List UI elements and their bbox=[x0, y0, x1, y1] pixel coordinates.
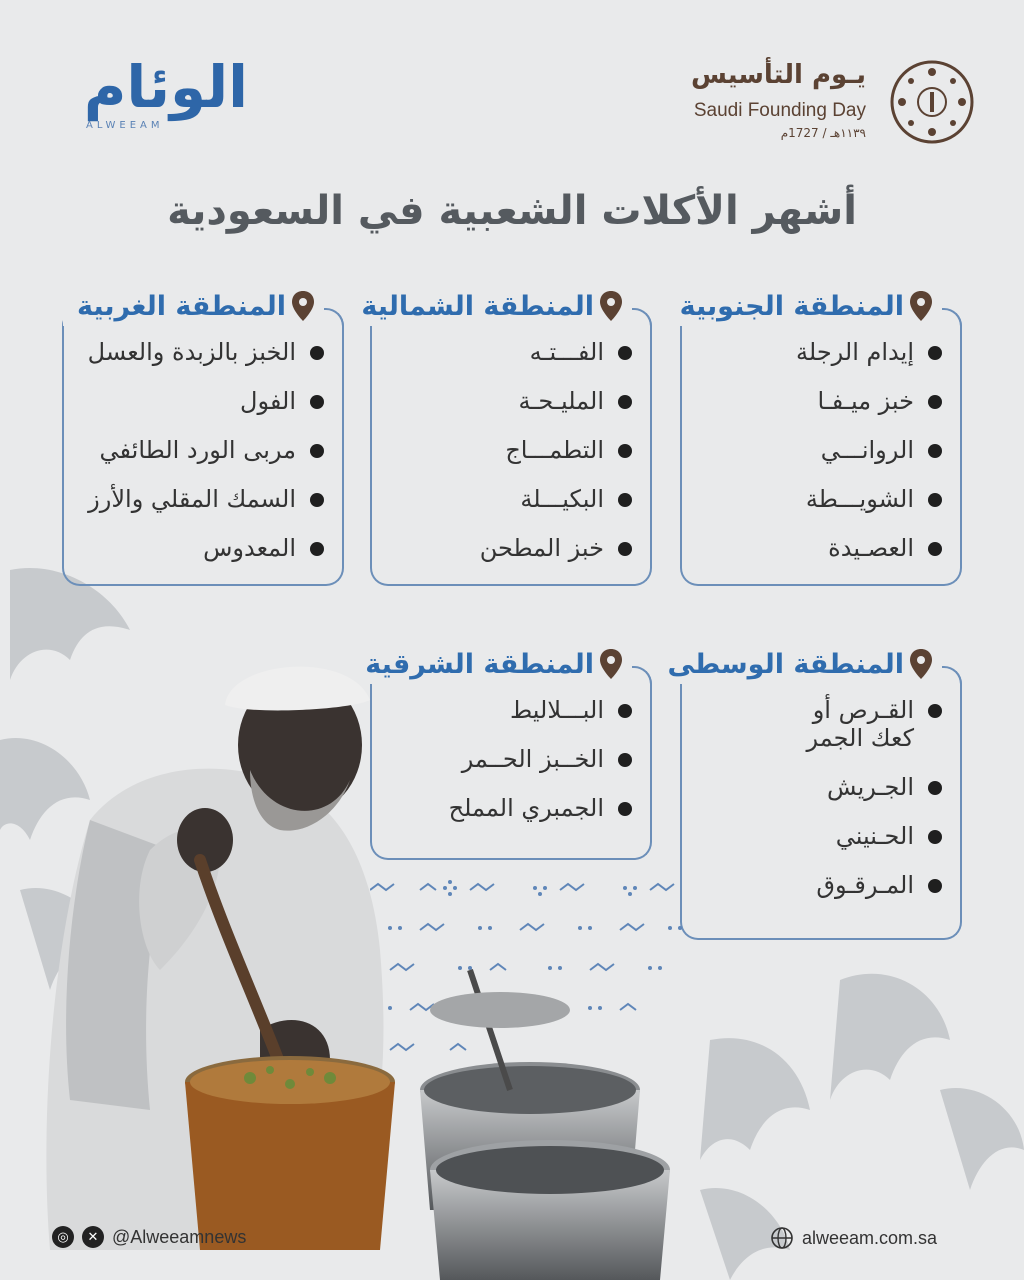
list-item bbox=[380, 485, 632, 513]
bullet bbox=[928, 493, 942, 507]
social-handle-group bbox=[52, 1226, 246, 1248]
food-name: العصـيدة bbox=[828, 534, 914, 562]
food-name: المـرقـوق bbox=[816, 871, 914, 899]
logo-arabic-text: الوئام bbox=[83, 53, 248, 121]
logo-latin-text: ALWEEAM bbox=[86, 120, 164, 131]
list-item bbox=[690, 387, 942, 415]
social-handle[interactable]: @Alweeamnews bbox=[112, 1226, 247, 1247]
list-item bbox=[380, 387, 632, 415]
list-item bbox=[380, 338, 632, 366]
website-link[interactable]: alweeam.com.sa bbox=[802, 1227, 938, 1248]
bullet bbox=[618, 346, 632, 360]
bullet bbox=[928, 346, 942, 360]
location-pin-icon bbox=[910, 291, 932, 321]
region-header bbox=[347, 286, 632, 326]
bullet bbox=[928, 781, 942, 795]
region-header bbox=[666, 286, 942, 326]
list-item bbox=[72, 387, 324, 415]
list-item bbox=[690, 822, 942, 850]
x-icon[interactable]: ✕ bbox=[82, 1226, 104, 1248]
founding-day-english: Saudi Founding Day bbox=[693, 100, 866, 121]
food-name: الشويـــطة bbox=[805, 485, 914, 513]
bullet bbox=[310, 395, 324, 409]
cook-photo bbox=[30, 650, 670, 1280]
founding-day-emblem-icon bbox=[890, 60, 974, 144]
list-item bbox=[380, 534, 632, 562]
founding-day-arabic: يـوم التأسيس bbox=[690, 60, 866, 90]
list-item bbox=[690, 871, 942, 899]
founding-day-dates: ١١٣٩هـ / 1727م bbox=[780, 126, 866, 140]
alweeam-logo bbox=[68, 52, 248, 132]
instagram-icon[interactable]: ◎ bbox=[52, 1226, 74, 1248]
bullet bbox=[928, 879, 942, 893]
region-title: المنطقة الشمالية bbox=[361, 290, 594, 322]
list-item bbox=[690, 338, 942, 366]
list-item bbox=[72, 485, 324, 513]
food-list bbox=[72, 338, 324, 583]
food-name: إيدام الرجلة bbox=[796, 338, 914, 366]
food-list bbox=[690, 696, 942, 920]
region-header bbox=[653, 644, 942, 684]
region-title: المنطقة الجنوبية bbox=[679, 290, 904, 322]
list-item bbox=[690, 773, 942, 801]
food-name: التطمـــاج bbox=[505, 436, 604, 464]
food-name: الفول bbox=[240, 387, 296, 415]
food-name: المليـحـة bbox=[518, 387, 604, 415]
region-title: المنطقة الشرقية bbox=[365, 648, 594, 680]
food-name: خبز المطحن bbox=[479, 534, 604, 562]
region-title: المنطقة الوسطى bbox=[667, 648, 904, 680]
food-name: الحـنيني bbox=[835, 822, 914, 850]
bullet bbox=[310, 444, 324, 458]
list-item bbox=[72, 436, 324, 464]
list-item bbox=[380, 436, 632, 464]
location-pin-icon bbox=[600, 291, 622, 321]
globe-icon bbox=[770, 1226, 794, 1250]
bullet bbox=[618, 395, 632, 409]
food-name: الفـــتـه bbox=[529, 338, 604, 366]
region-central bbox=[667, 644, 962, 940]
list-item bbox=[690, 696, 942, 752]
bullet bbox=[310, 542, 324, 556]
bullet bbox=[310, 493, 324, 507]
bullet bbox=[618, 542, 632, 556]
food-list bbox=[690, 338, 942, 583]
location-pin-icon bbox=[910, 649, 932, 679]
food-name: البكيـــلة bbox=[520, 485, 604, 513]
bullet bbox=[928, 444, 942, 458]
food-name: الجـريش bbox=[826, 773, 914, 801]
food-name: مربى الورد الطائفي bbox=[99, 436, 296, 464]
food-name: البـــلاليط bbox=[510, 696, 604, 724]
bullet bbox=[310, 346, 324, 360]
list-item bbox=[690, 485, 942, 513]
food-name: خبز ميـفـا bbox=[817, 387, 914, 415]
bullet bbox=[618, 493, 632, 507]
list-item bbox=[72, 338, 324, 366]
bullet bbox=[618, 444, 632, 458]
location-pin-icon bbox=[292, 291, 314, 321]
bullet bbox=[928, 542, 942, 556]
region-south bbox=[680, 286, 962, 586]
food-name: القـرص أو كعك الجمر bbox=[806, 696, 914, 752]
food-name: المعدوس bbox=[203, 534, 296, 562]
region-title: المنطقة الغربية bbox=[77, 290, 286, 322]
food-name: الخــبز الحــمر bbox=[461, 745, 604, 773]
region-north bbox=[361, 286, 652, 586]
page-title: أشهر الأكلات الشعبية في السعودية bbox=[167, 188, 857, 234]
food-list bbox=[380, 338, 632, 583]
list-item bbox=[690, 534, 942, 562]
website-group bbox=[770, 1226, 937, 1250]
food-name: الخبز بالزبدة والعسل bbox=[87, 338, 296, 366]
bullet bbox=[928, 830, 942, 844]
region-header bbox=[63, 286, 324, 326]
list-item bbox=[72, 534, 324, 562]
food-name: السمك المقلي والأرز bbox=[88, 485, 296, 513]
founding-day-logo bbox=[686, 60, 986, 150]
bullet bbox=[928, 704, 942, 718]
food-name: الروانـــي bbox=[820, 436, 914, 464]
food-name: الجمبري المملح bbox=[448, 794, 604, 822]
bullet bbox=[928, 395, 942, 409]
region-west bbox=[62, 286, 344, 586]
list-item bbox=[690, 436, 942, 464]
